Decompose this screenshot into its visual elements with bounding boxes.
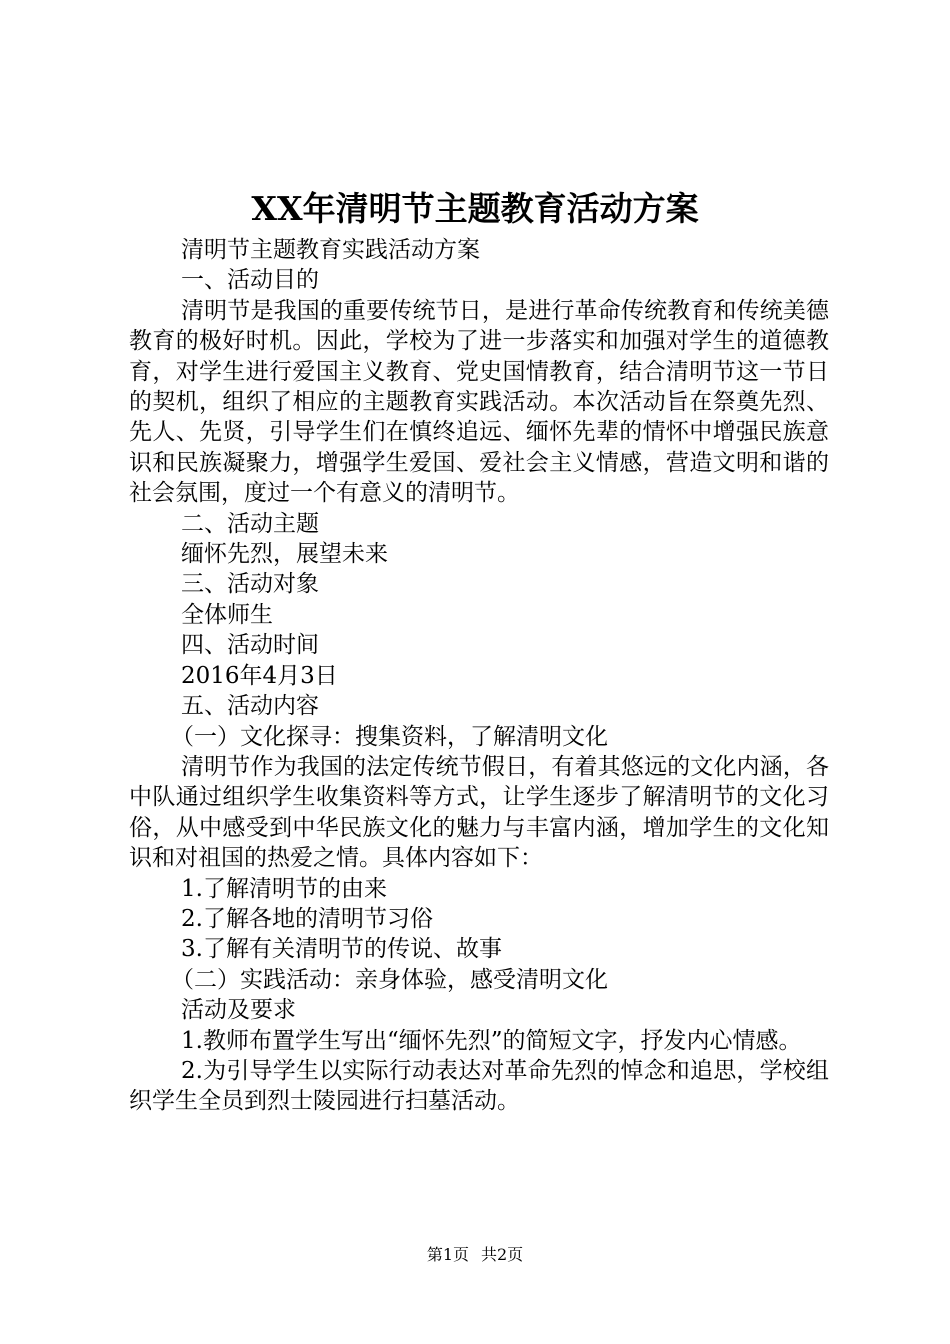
page-footer [0,1244,950,1266]
section-heading-content: 五、活动内容 [181,693,319,720]
section-heading-time: 四、活动时间 [181,632,319,659]
list-item: 1.了解清明节的由来 [181,875,387,902]
practice-requirements-heading: 活动及要求 [181,997,296,1024]
audience-paragraph: 全体师生 [181,601,273,628]
document-title: XX年清明节主题教育活动方案 [251,189,699,228]
list-item: 2.了解各地的清明节习俗 [181,905,433,932]
section-heading-purpose: 一、活动目的 [181,267,319,294]
subsection-heading-culture: （一）文化探寻：搜集资料，了解清明文化 [171,723,608,750]
subtitle-paragraph: 清明节主题教育实践活动方案 [181,237,480,263]
list-item: 2.为引导学生以实际行动表达对革命先烈的悼念和追思，学校组织学生全员到烈士陵园进行扫墓活动。 [129,1057,829,1115]
document-body [129,235,829,1117]
culture-paragraph: 清明节作为我国的法定传统节假日，有着其悠远的文化内涵，各中队通过组织学生收集资料等方式，让学生逐步了解清明节的文化习俗，从中感受到中华民族文化的魅力与丰富内涵，增加学生的文化知识和对祖国的热爱之情。具体内容如下： [129,753,829,872]
list-item: 1.教师布置学生写出“缅怀先烈”的简短文字，抒发内心情感。 [181,1027,802,1054]
section-heading-theme: 二、活动主题 [181,510,319,537]
subsection-heading-practice: （二）实践活动：亲身体验，感受清明文化 [171,966,608,993]
theme-paragraph: 缅怀先烈，展望未来 [181,541,388,568]
list-item: 3.了解有关清明节的传说、故事 [181,936,502,963]
section-heading-audience: 三、活动对象 [181,571,319,598]
page-number-current: 第1页 [426,1245,469,1264]
page-number-total: 共2页 [481,1245,524,1264]
time-paragraph: 2016年4月3日 [181,662,338,689]
purpose-paragraph: 清明节是我国的重要传统节日，是进行革命传统教育和传统美德教育的极好时机。因此，学校为了进一步落实和加强对学生的道德教育，对学生进行爱国主义教育、党史国情教育，结合清明节这一节日的契机，组织了相应的主题教育实践活动。本次活动旨在祭奠先烈、先人、先贤，引导学生们在慎终追远、缅怀先辈的情怀中增强民族意识和民族凝聚力，增强学生爱国、爱社会主义情感，营造文明和谐的社会氛围，度过一个有意义的清明节。 [129,297,829,507]
